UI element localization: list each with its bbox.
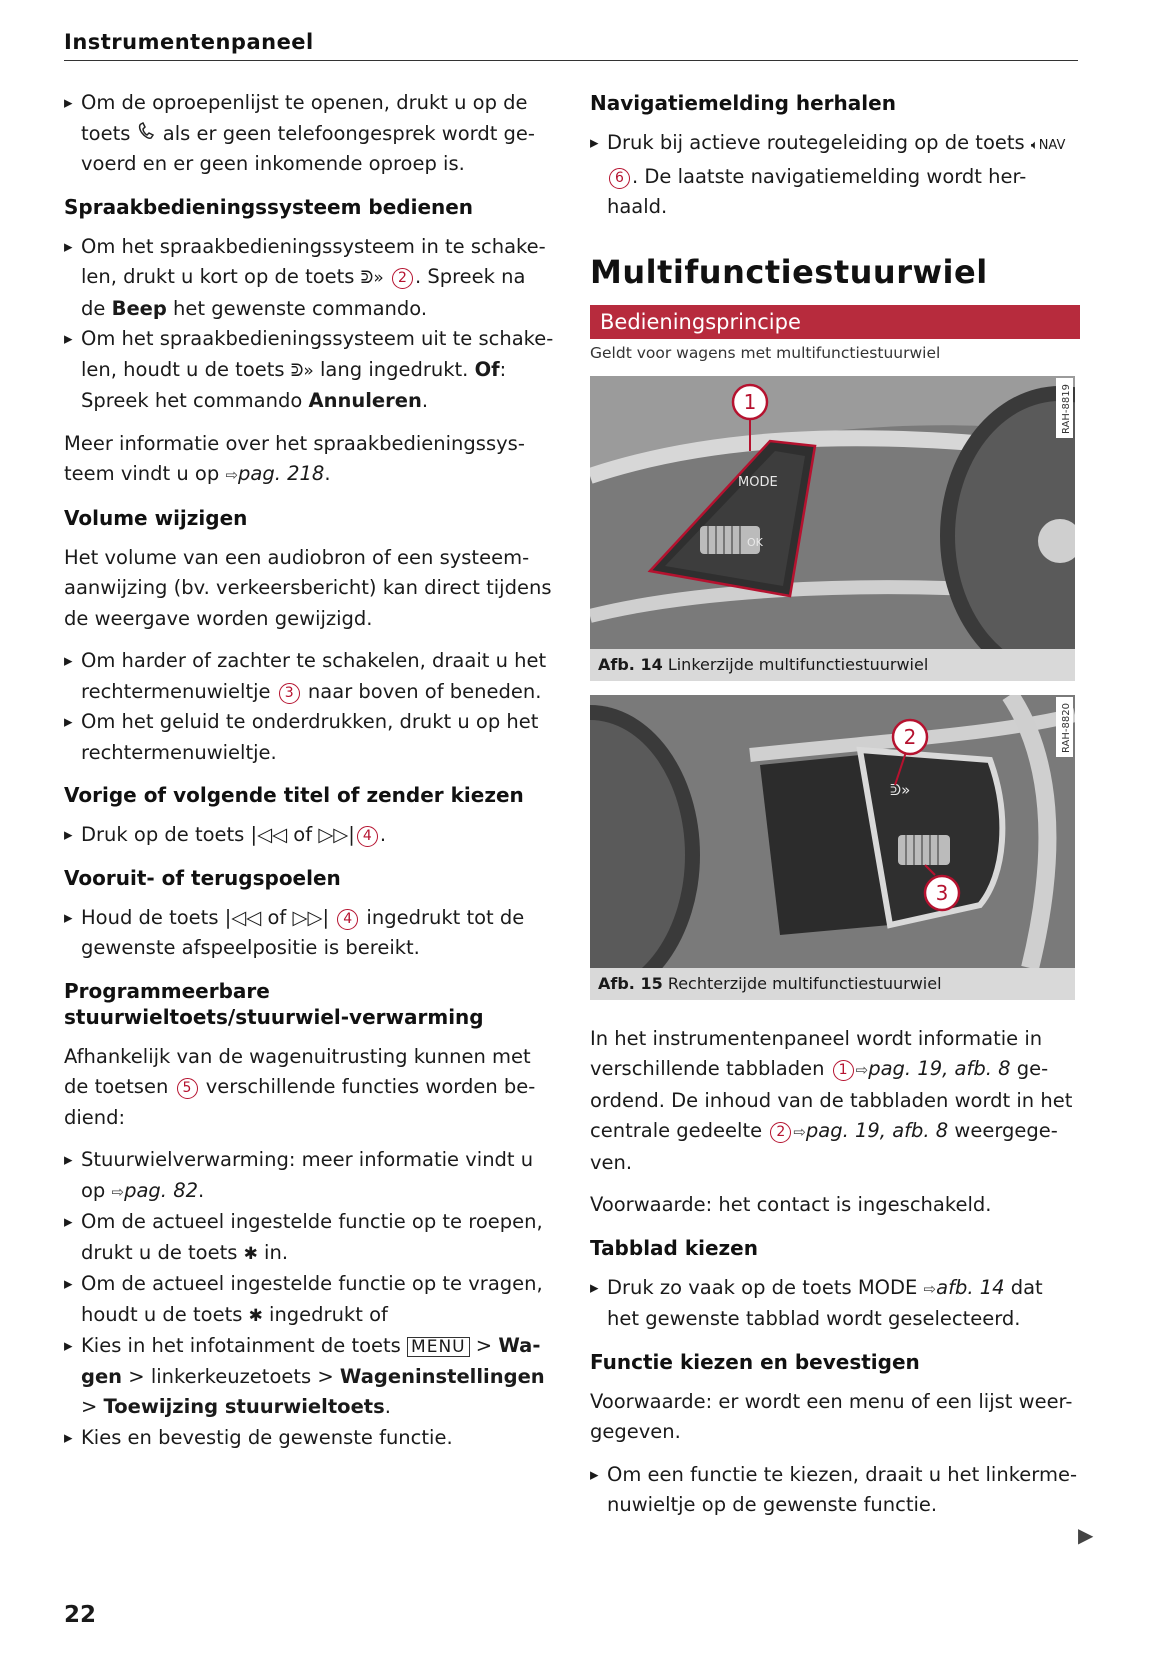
arrow-right-icon: ⇨: [923, 1279, 937, 1298]
page-reference[interactable]: pag. 82: [124, 1178, 199, 1202]
figure-code: RAH-8819: [1061, 383, 1072, 434]
callout-badge: 4: [357, 826, 378, 847]
voice-icon: ᕲ»: [290, 360, 314, 381]
next-track-icon: ▷▷|: [318, 823, 355, 846]
nav-heading: Navigatiemelding herhalen: [590, 91, 896, 115]
callout-badge: 2: [392, 268, 413, 289]
info-paragraph: In het instrumentenpaneel wordt informatie in verschillende tabbladen 1 ⇨pag. 19, afb. 8 ge-ordend. De inhoud van de tabbladen wordt in het centrale gedeelte 2 ⇨pag. 19, afb. 8 weergege-ven.: [590, 1026, 1073, 1174]
list-item: ▸ Houd de toets |◁◁ of ▷▷| 4 ingedrukt tot de gewenste afspeelpositie is bereikt.: [64, 903, 554, 964]
function-condition: Voorwaarde: er wordt een menu of een lijst weer-gegeven.: [590, 1389, 1073, 1443]
callout-badge: 2: [770, 1122, 791, 1143]
page-reference[interactable]: pag. 19, afb. 8: [805, 1119, 949, 1142]
arrow-right-icon: ⇨: [855, 1061, 869, 1079]
list-item: ▸ Druk zo vaak op de toets MODE ⇨afb. 14 dat het gewenste tabblad wordt geselecteerd.: [590, 1273, 1080, 1335]
mode-label: MODE: [738, 474, 778, 490]
list-item: ▸ Kies en bevestig de gewenste functie.: [64, 1423, 554, 1454]
applicability-note: Geldt voor wagens met multifunctiestuurwiel: [590, 343, 941, 362]
tab-list: [590, 1273, 1080, 1335]
nav-list: [590, 128, 1080, 223]
list-item: ▸ Om een functie te kiezen, draait u het linkerme-nuwieltje op de gewenste functie.: [590, 1460, 1080, 1521]
track-heading: Vorige of volgende titel of zender kiezen: [64, 783, 524, 807]
page-reference[interactable]: pag. 218: [238, 462, 325, 485]
list-item: ▸ Druk bij actieve routegeleiding op de toets 🔈︎NAV 6 . De laatste navigatiemelding wordt her-haald.: [590, 128, 1080, 223]
voice-icon: ᕲ»: [360, 268, 384, 288]
callout-badge: 4: [337, 909, 358, 930]
figure-caption: Afb. 15 Rechterzijde multifunctiestuurwiel: [590, 968, 1075, 1000]
figure-code: RAH-8820: [1061, 702, 1072, 753]
arrow-right-icon: ⇨: [793, 1123, 806, 1141]
continue-arrow-icon: ▶: [1078, 1523, 1094, 1547]
speaker-icon: 🔈︎: [1030, 138, 1039, 153]
volume-list: [64, 646, 554, 768]
page-header-title: Instrumentenpaneel: [64, 30, 314, 54]
prog-heading: Programmeerbare stuurwieltoets/stuurwiel-verwarming: [64, 978, 484, 1029]
star-icon: ✱: [248, 1305, 263, 1326]
page-number: 22: [64, 1602, 97, 1628]
page-reference[interactable]: pag. 19, afb. 8: [868, 1057, 1011, 1080]
list-item: ▸ Om de oproepenlijst te openen, drukt u op de toets als er geen telefoongesprek wordt ge-voerd en er geen inkomende oproep is.: [64, 88, 554, 180]
intro-list: [64, 88, 554, 180]
list-item: ▸ Om de actueel ingestelde functie op te vragen, houdt u de toets ✱ ingedrukt of: [64, 1269, 554, 1331]
arrow-right-icon: ⇨: [111, 1182, 125, 1201]
callout-badge: 1: [743, 389, 757, 414]
list-item: ▸ Om het geluid te onderdrukken, drukt u op het rechtermenuwieltje.: [64, 707, 554, 768]
seek-list: [64, 903, 554, 964]
ok-label: OK: [747, 535, 763, 549]
track-list: [64, 820, 554, 851]
voice-list: [64, 232, 554, 417]
voice-icon: ᕲ»: [890, 780, 911, 799]
next-track-icon: ▷▷|: [292, 905, 330, 929]
figure-reference[interactable]: afb. 14: [936, 1275, 1005, 1299]
volume-text: Het volume van een audiobron of een systeem-aanwijzing (bv. verkeersbericht) kan direct tijdens de weergave worden gewijzigd.: [64, 545, 552, 630]
list-item: ▸ Om het spraakbedieningssysteem uit te schake-len, houdt u de toets ᕲ» lang ingedrukt. Of: Spreek het commando Annuleren.: [64, 324, 554, 417]
seek-heading: Vooruit- of terugspoelen: [64, 865, 341, 890]
function-heading: Functie kiezen en bevestigen: [590, 1349, 920, 1374]
callout-badge: 2: [903, 724, 917, 749]
previous-track-icon: |◁◁: [250, 823, 288, 846]
callout-badge: 6: [609, 168, 630, 189]
list-item: ▸ Om de actueel ingestelde functie op te roepen, drukt u de toets ✱ in.: [64, 1207, 554, 1269]
nav-key: NAV: [1038, 138, 1066, 153]
callout-badge: 5: [177, 1078, 198, 1099]
prog-text: Afhankelijk van de wagenuitrusting kunnen met de toetsen 5 verschillende functies worden be-diend:: [64, 1044, 536, 1129]
menu-key: MENU: [407, 1337, 470, 1357]
left-column: [64, 88, 554, 1465]
figure-14: [590, 376, 1075, 681]
subsection-bar: Bedieningsprincipe: [590, 305, 1080, 339]
list-item: ▸ Om harder of zachter te schakelen, draait u het rechtermenuwieltje 3 naar boven of beneden.: [64, 646, 554, 707]
prog-list: [64, 1145, 554, 1453]
steering-wheel-right-illustration: [590, 695, 1075, 968]
voice-heading: Spraakbedieningssysteem bedienen: [64, 194, 474, 219]
list-item: ▸ Druk op de toets |◁◁ of ▷▷| 4 .: [64, 820, 554, 851]
star-icon: ✱: [243, 1243, 258, 1264]
volume-heading: Volume wijzigen: [64, 505, 248, 530]
arrow-right-icon: ⇨: [225, 466, 239, 484]
figure-caption: Afb. 14 Linkerzijde multifunctiestuurwiel: [590, 649, 1075, 681]
tab-heading: Tabblad kiezen: [590, 1235, 758, 1260]
phone-icon: [137, 122, 157, 140]
list-item: ▸ Stuurwielverwarming: meer informatie vindt u op ⇨pag. 82.: [64, 1145, 554, 1207]
previous-track-icon: |◁◁: [224, 905, 262, 929]
section-title: Multifunctiestuurwiel: [590, 252, 988, 291]
callout-badge: 3: [279, 683, 300, 704]
list-item: ▸ Om het spraakbedieningssysteem in te schake-len, drukt u kort op de toets ᕲ» 2 . Spreek na de Beep het gewenste commando.: [64, 232, 554, 325]
right-column: [590, 88, 1080, 1533]
steering-wheel-left-illustration: [590, 376, 1075, 649]
page-header: [64, 30, 1078, 61]
list-item: ▸ Kies in het infotainment de toets MENU > Wa-gen > linkerkeuzetoets > Wageninstellingen > Toewijzing stuurwieltoets.: [64, 1331, 554, 1423]
function-list: [590, 1460, 1080, 1521]
callout-badge: 3: [935, 880, 949, 905]
callout-badge: 1: [833, 1060, 854, 1081]
voice-more-info: Meer informatie over het spraakbedieningssys-teem vindt u op ⇨pag. 218.: [64, 431, 525, 485]
figure-15: [590, 695, 1075, 1000]
condition-text: Voorwaarde: het contact is ingeschakeld.: [590, 1193, 992, 1216]
